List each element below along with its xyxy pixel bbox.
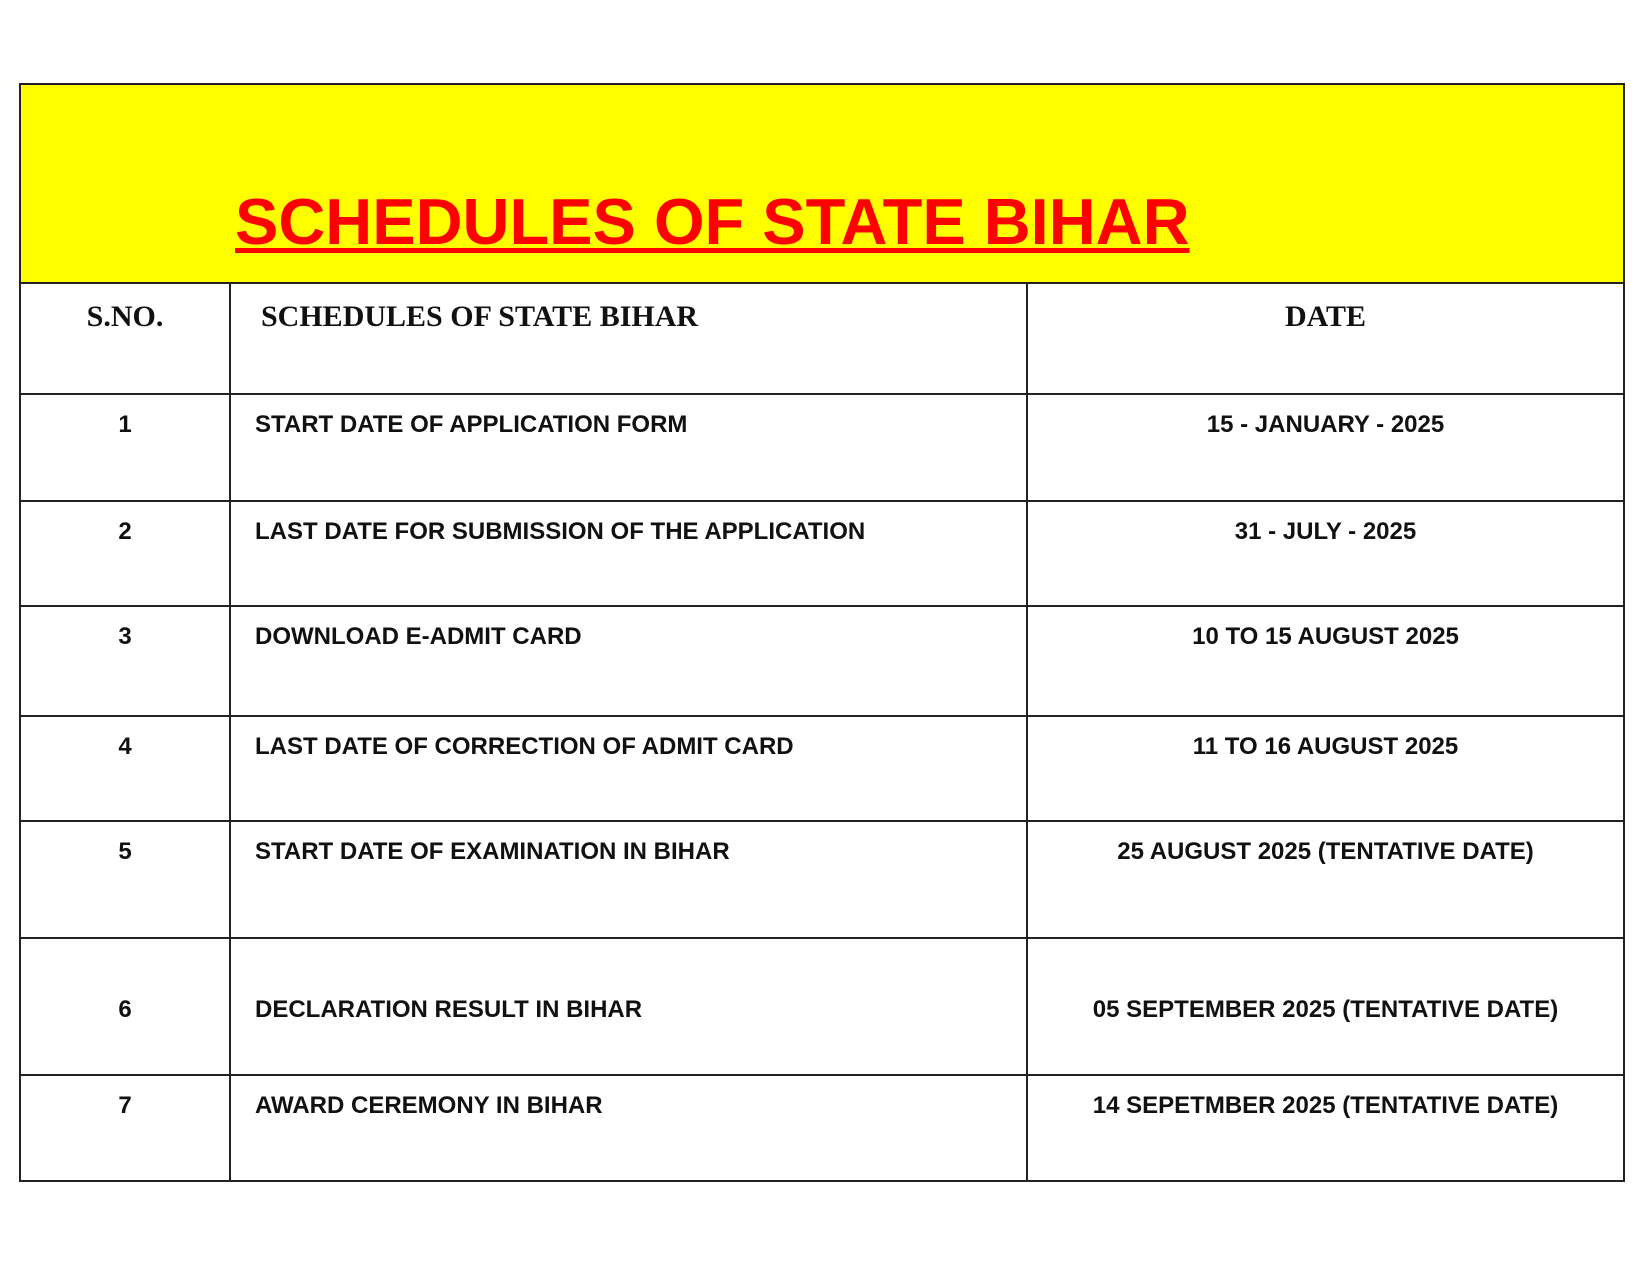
row-date: 31 - JULY - 2025 — [1027, 501, 1623, 606]
column-header-sno: S.NO. — [21, 284, 230, 394]
row-event: DOWNLOAD E-ADMIT CARD — [230, 606, 1027, 716]
table-row — [21, 606, 1623, 716]
row-event: LAST DATE OF CORRECTION OF ADMIT CARD — [230, 716, 1027, 821]
table-row — [21, 716, 1623, 821]
row-date: 25 AUGUST 2025 (TENTATIVE DATE) — [1027, 821, 1623, 938]
table-row — [21, 938, 1623, 1075]
table-row — [21, 394, 1623, 501]
row-event: START DATE OF EXAMINATION IN BIHAR — [230, 821, 1027, 938]
row-event: START DATE OF APPLICATION FORM — [230, 394, 1027, 501]
row-sno: 6 — [21, 938, 230, 1075]
page-title: SCHEDULES OF STATE BIHAR — [235, 185, 1190, 258]
schedule-sheet — [19, 83, 1625, 1182]
column-header-schedule: SCHEDULES OF STATE BIHAR — [230, 284, 1027, 394]
row-date: 11 TO 16 AUGUST 2025 — [1027, 716, 1623, 821]
row-sno: 5 — [21, 821, 230, 938]
row-sno: 4 — [21, 716, 230, 821]
row-sno: 2 — [21, 501, 230, 606]
row-sno: 3 — [21, 606, 230, 716]
row-event: DECLARATION RESULT IN BIHAR — [230, 938, 1027, 1075]
schedule-table — [21, 284, 1623, 1180]
row-date: 10 TO 15 AUGUST 2025 — [1027, 606, 1623, 716]
row-date: 14 SEPETMBER 2025 (TENTATIVE DATE) — [1092, 1092, 1559, 1119]
row-date: 05 SEPTEMBER 2025 (TENTATIVE DATE) — [1027, 938, 1623, 1075]
row-event: AWARD CEREMONY IN BIHAR — [230, 1075, 1027, 1180]
row-sno: 1 — [21, 394, 230, 501]
row-date: 15 - JANUARY - 2025 — [1027, 394, 1623, 501]
title-banner — [21, 85, 1623, 284]
row-sno: 7 — [21, 1075, 230, 1180]
table-row — [21, 821, 1623, 938]
row-event: LAST DATE FOR SUBMISSION OF THE APPLICATION — [230, 501, 1027, 606]
table-row — [21, 1075, 1623, 1180]
table-row — [21, 501, 1623, 606]
column-header-date: DATE — [1027, 284, 1623, 394]
table-header-row — [21, 284, 1623, 394]
